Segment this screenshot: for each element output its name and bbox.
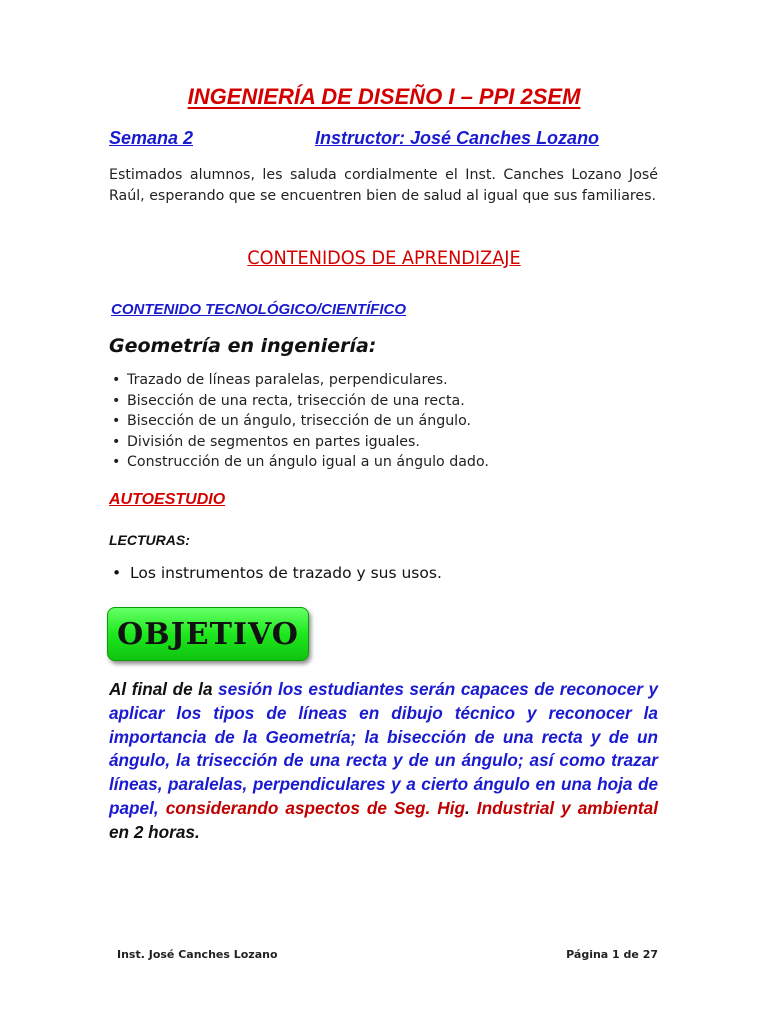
- learning-contents-heading: CONTENIDOS DE APRENDIZAJE: [247, 247, 521, 269]
- objective-text-part: considerando aspectos de Seg. Hig: [165, 797, 465, 818]
- objective-text-part: .: [465, 797, 477, 818]
- intro-paragraph: Estimados alumnos, les saluda cordialmente el Inst. Canches Lozano José Raúl, esperando que se encuentren bien de salud al igual que sus familiares.: [109, 167, 658, 204]
- tech-content-heading: CONTENIDO TECNOLÓGICO/CIENTÍFICO: [111, 301, 406, 318]
- document-title: INGENIERÍA DE DISEÑO I – PPI 2SEM: [187, 84, 581, 109]
- list-item: • Bisección de una recta, trisección de una recta.: [112, 391, 489, 412]
- footer-page-number: Página 1 de 27: [566, 948, 658, 961]
- geometry-heading: Geometría en ingeniería:: [109, 335, 377, 357]
- topic-list: [112, 370, 489, 473]
- objective-text-part: sesión los estudiantes serán capaces de reconocer y aplicar los tipos de líneas en dibujo técnico y reconocer la importancia de la Geometría; la bisección de una recta y de un ángulo, la trisección de una recta y de un ángulo; así como trazar líneas, paralelas, perpendiculares y a cierto ángulo en una hoja de papel,: [109, 679, 659, 818]
- list-item: • División de segmentos en partes iguales.: [112, 432, 489, 453]
- readings-list: [112, 562, 442, 584]
- objective-badge: [107, 607, 309, 661]
- readings-heading: LECTURAS:: [109, 532, 190, 548]
- footer-author: Inst. José Canches Lozano: [117, 948, 278, 961]
- objective-text-part: Industrial y ambiental: [476, 797, 658, 818]
- self-study-heading: AUTOESTUDIO: [109, 491, 226, 508]
- objective-text-part: Al final de la: [109, 679, 219, 699]
- list-item: • Los instrumentos de trazado y sus usos.: [112, 562, 442, 584]
- list-item: • Construcción de un ángulo igual a un ángulo dado.: [112, 452, 489, 473]
- objective-badge-label: OBJETIVO: [117, 616, 299, 652]
- list-item: • Trazado de líneas paralelas, perpendiculares.: [112, 370, 489, 391]
- objective-paragraph: [109, 678, 658, 845]
- instructor-label: Instructor: José Canches Lozano: [315, 128, 600, 148]
- week-label: Semana 2: [109, 128, 194, 148]
- list-item: • Bisección de un ángulo, trisección de un ángulo.: [112, 411, 489, 432]
- objective-text-part: en 2 horas.: [109, 821, 200, 842]
